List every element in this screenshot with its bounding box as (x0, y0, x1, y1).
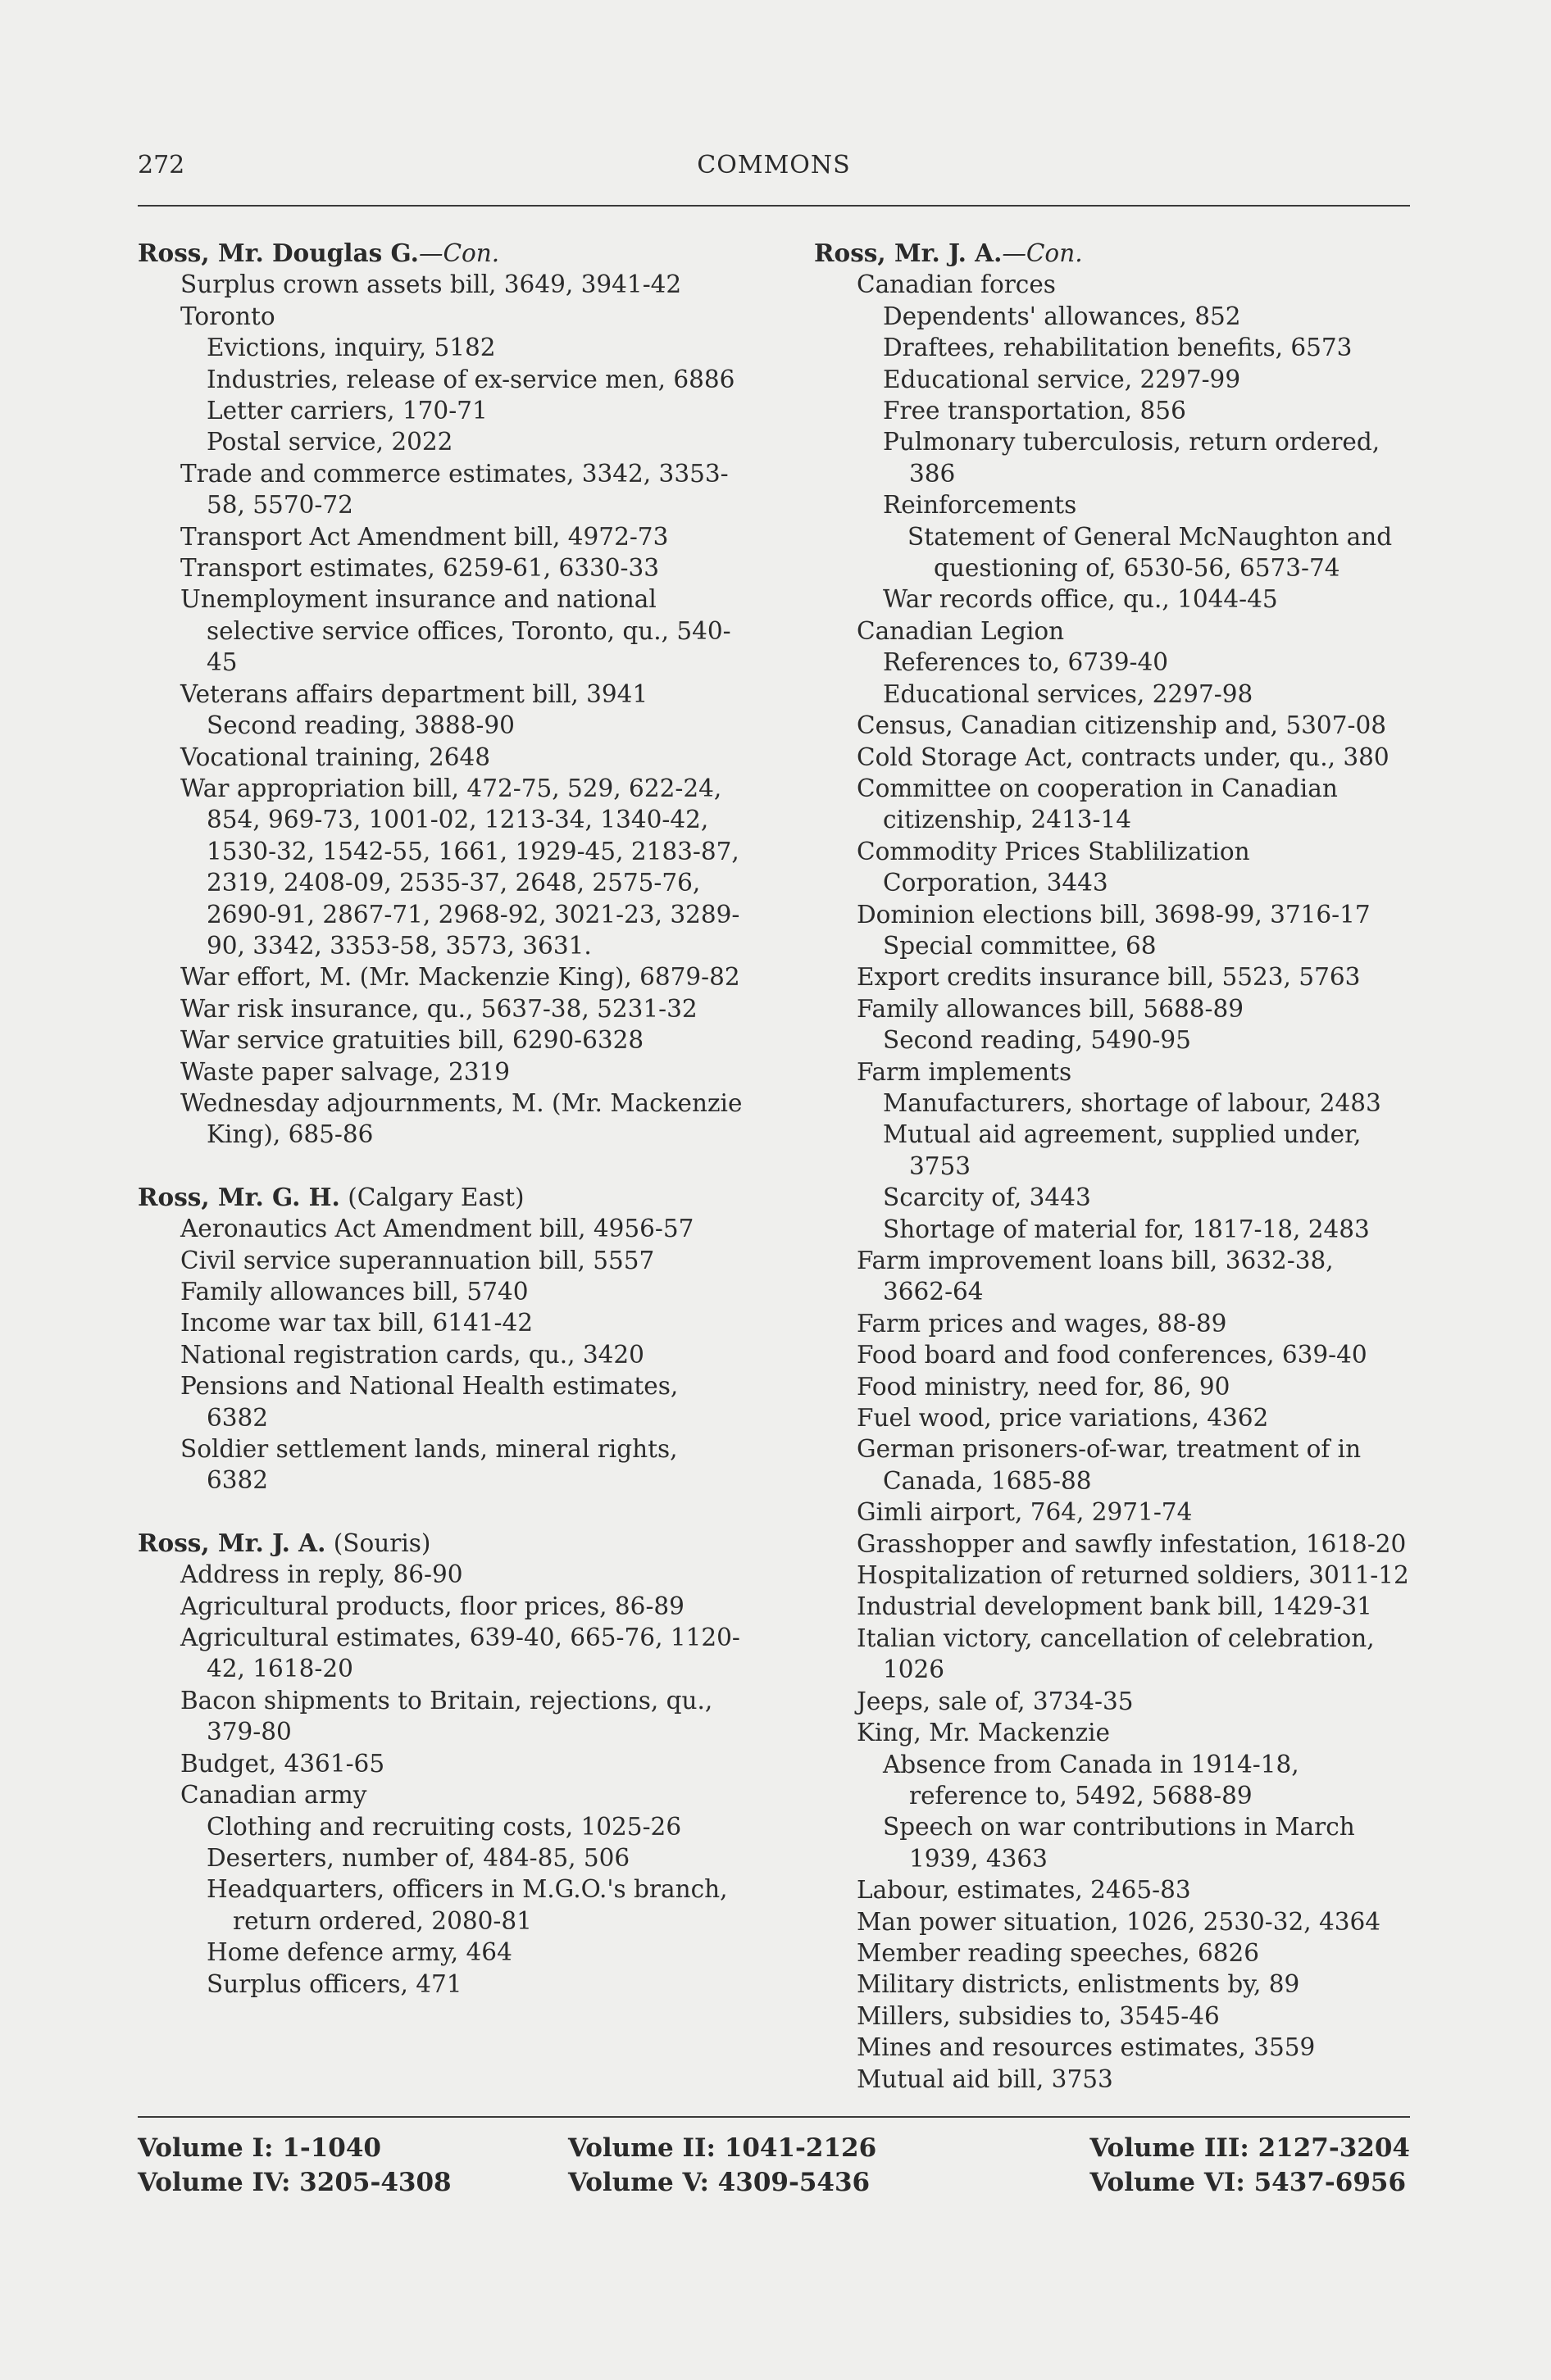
index-entry: Pensions and National Health estimates, 6382 (180, 1372, 679, 1432)
index-entry: Manufacturers, shortage of labour, 2483 (883, 1088, 1381, 1117)
entry-gap (138, 1497, 744, 1528)
index-entry: Food board and food conferences, 639-40 (857, 1341, 1367, 1369)
header-rule (138, 205, 1410, 207)
index-entry: War risk insurance, qu., 5637-38, 5231-32 (180, 994, 698, 1023)
index-entry: Reinforcements (883, 491, 1077, 520)
index-entry: Educational service, 2297-99 (883, 365, 1241, 393)
member-name: Ross, Mr. G. H. (138, 1182, 340, 1211)
index-entry: War appropriation bill, 472-75, 529, 622-24, 854, 969-73, 1001-02, 1213-34, 1340-42, 1530-32, 1542-55, 1661, 1929-45, 2183-87, 2319, 2408-09, 2535-37, 2648, 2575-76, 2690-91, 2867-71, 2968-92, 3021-23, 3289-90, 3342, 3353-58, 3573, 3631. (180, 774, 740, 960)
index-entry: Italian victory, cancellation of celebration, 1026 (857, 1624, 1375, 1684)
index-entry: Scarcity of, 3443 (883, 1183, 1091, 1212)
index-entry: Draftees, rehabilitation benefits, 6573 (883, 334, 1353, 362)
index-entry: Income war tax bill, 6141-42 (180, 1309, 534, 1338)
index-entry: Educational services, 2297-98 (883, 679, 1253, 708)
index-entry: Wednesday adjournments, M. (Mr. Mackenzie King), 685-86 (180, 1088, 743, 1149)
member-name: Ross, Mr. Douglas G. (138, 238, 419, 267)
index-entry: Toronto (180, 302, 275, 330)
heading-qualifier: (Calgary East) (339, 1183, 525, 1211)
index-entry: Statement of General McNaughton and questioning of, 6530-56, 6573-74 (907, 522, 1393, 583)
member-name: Ross, Mr. J. A. (814, 238, 1003, 267)
footer-rule (138, 2116, 1410, 2118)
heading-qualifier: —Con. (1002, 239, 1083, 267)
index-entry: References to, 6739-40 (883, 648, 1169, 677)
volume-range: Volume IV: 3205-4308 (138, 2168, 452, 2197)
index-entry: Budget, 4361-65 (180, 1749, 385, 1778)
index-entry: Headquarters, officers in M.G.O.'s branch, return ordered, 2080-81 (207, 1875, 728, 1935)
page-number: 272 (138, 151, 185, 179)
index-entry: Census, Canadian citizenship and, 5307-08 (857, 711, 1386, 740)
volume-range: Volume VI: 5437-6956 (1089, 2168, 1407, 2197)
index-heading (138, 1528, 744, 1559)
index-entry: Industries, release of ex-service men, 6886 (207, 365, 735, 393)
index-entry: Millers, subsidies to, 3545-46 (857, 2001, 1220, 2030)
index-entry: Export credits insurance bill, 5523, 5763 (857, 963, 1361, 992)
index-entry: Canadian Legion (857, 616, 1065, 645)
index-entry: Transport estimates, 6259-61, 6330-33 (180, 554, 660, 583)
volume-range: Volume V: 4309-5436 (568, 2168, 871, 2197)
index-entry: Aeronautics Act Amendment bill, 4956-57 (180, 1215, 694, 1243)
index-entry: Shortage of material for, 1817-18, 2483 (883, 1215, 1370, 1243)
page-header (138, 151, 1410, 184)
index-entry: Food ministry, need for, 86, 90 (857, 1372, 1230, 1401)
index-entry: Agricultural products, floor prices, 86-89 (180, 1592, 685, 1620)
index-entry: King, Mr. Mackenzie (857, 1719, 1111, 1747)
index-entry: Home defence army, 464 (207, 1938, 512, 1967)
heading-qualifier: (Souris) (325, 1528, 431, 1557)
index-entry: Gimli airport, 764, 2971-74 (857, 1498, 1193, 1527)
index-entry: Jeeps, sale of, 3734-35 (857, 1687, 1134, 1715)
index-entry: Letter carriers, 170-71 (207, 397, 488, 425)
index-entry: Free transportation, 856 (883, 397, 1186, 425)
index-entry: Evictions, inquiry, 5182 (207, 334, 496, 362)
footer-col-3 (1089, 2131, 1410, 2200)
index-entry: Waste paper salvage, 2319 (180, 1057, 511, 1086)
index-entry: Family allowances bill, 5688-89 (857, 994, 1244, 1023)
index-entry: War effort, M. (Mr. Mackenzie King), 6879-82 (180, 963, 740, 992)
index-entry: Vocational training, 2648 (180, 743, 491, 771)
index-entry: Commodity Prices Stablilization Corporation, 3443 (857, 837, 1250, 897)
index-entry: Speech on war contributions in March 1939, 4363 (883, 1813, 1355, 1873)
index-entry: Industrial development bank bill, 1429-31 (857, 1592, 1372, 1621)
index-entry: War records office, qu., 1044-45 (883, 585, 1278, 614)
heading-qualifier: —Con. (418, 239, 500, 267)
volume-range: Volume II: 1041-2126 (568, 2133, 877, 2163)
index-heading (138, 1182, 744, 1213)
index-entry: Farm improvement loans bill, 3632-38, 3662-64 (857, 1247, 1334, 1306)
index-entry: Veterans affairs department bill, 3941 (180, 679, 648, 708)
index-entry: Trade and commerce estimates, 3342, 3353-58, 5570-72 (180, 459, 729, 520)
index-column-left (138, 238, 744, 2000)
index-entry: Military districts, enlistments by, 89 (857, 1970, 1300, 1999)
index-entry: Civil service superannuation bill, 5557 (180, 1246, 655, 1274)
member-name: Ross, Mr. J. A. (138, 1528, 326, 1557)
index-entry: Deserters, number of, 484-85, 506 (207, 1843, 630, 1872)
index-entry: Fuel wood, price variations, 4362 (857, 1404, 1269, 1433)
index-entry: Labour, estimates, 2465-83 (857, 1876, 1191, 1905)
footer-col-2 (568, 2131, 876, 2200)
index-entry: Pulmonary tuberculosis, return ordered, 386 (883, 428, 1380, 488)
index-entry: Farm prices and wages, 88-89 (857, 1309, 1227, 1338)
index-entry: Special committee, 68 (883, 931, 1157, 960)
index-entry: Surplus crown assets bill, 3649, 3941-42 (180, 270, 682, 299)
index-entry: War service gratuities bill, 6290-6328 (180, 1026, 644, 1055)
index-entry: Dominion elections bill, 3698-99, 3716-17 (857, 900, 1371, 929)
index-entry: National registration cards, qu., 3420 (180, 1340, 644, 1369)
index-entry: Farm implements (857, 1057, 1072, 1086)
index-column-right (814, 238, 1410, 2095)
footer-col-1 (138, 2131, 452, 2200)
index-entry: Unemployment insurance and national selective service offices, Toronto, qu., 540-45 (180, 585, 731, 677)
entry-gap (138, 1151, 744, 1182)
index-entry: Soldier settlement lands, mineral rights, 6382 (180, 1435, 678, 1495)
index-entry: Clothing and recruiting costs, 1025-26 (207, 1812, 682, 1841)
index-entry: Mines and resources estimates, 3559 (857, 2033, 1316, 2062)
index-entry: German prisoners-of-war, treatment of in Canada, 1685-88 (857, 1435, 1362, 1495)
index-entry: Member reading speeches, 6826 (857, 1938, 1260, 1967)
index-entry: Transport Act Amendment bill, 4972-73 (180, 522, 669, 551)
volume-range: Volume I: 1-1040 (138, 2133, 381, 2163)
index-entry: Postal service, 2022 (207, 428, 453, 456)
index-entry: Committee on cooperation in Canadian citizenship, 2413-14 (857, 774, 1338, 834)
index-entry: Cold Storage Act, contracts under, qu., 380 (857, 743, 1390, 771)
index-entry: Dependents' allowances, 852 (883, 302, 1241, 330)
index-entry: Mutual aid bill, 3753 (857, 2064, 1113, 2093)
index-entry: Address in reply, 86-90 (180, 1560, 463, 1589)
index-entry: Mutual aid agreement, supplied under, 3753 (883, 1120, 1362, 1180)
index-entry: Absence from Canada in 1914-18, reference to, 5492, 5688-89 (883, 1750, 1299, 1810)
index-entry: Surplus officers, 471 (207, 1969, 462, 1998)
index-entry: Grasshopper and sawfly infestation, 1618-20 (857, 1529, 1407, 1558)
index-heading (814, 238, 1410, 269)
index-entry: Bacon shipments to Britain, rejections, qu., 379-80 (180, 1686, 713, 1746)
index-heading (138, 238, 744, 269)
index-entry: Canadian forces (857, 270, 1056, 299)
index-entry: Canadian army (180, 1781, 367, 1810)
index-entry: Second reading, 5490-95 (883, 1026, 1191, 1055)
index-entry: Family allowances bill, 5740 (180, 1278, 529, 1306)
index-entry: Agricultural estimates, 639-40, 665-76, 1120-42, 1618-20 (180, 1624, 740, 1683)
index-entry: Hospitalization of returned soldiers, 3011-12 (857, 1561, 1409, 1590)
index-entry: Second reading, 3888-90 (207, 711, 515, 740)
volume-range: Volume III: 2127-3204 (1089, 2133, 1410, 2163)
index-entry: Man power situation, 1026, 2530-32, 4364 (857, 1907, 1381, 1936)
running-head: COMMONS (697, 151, 851, 179)
